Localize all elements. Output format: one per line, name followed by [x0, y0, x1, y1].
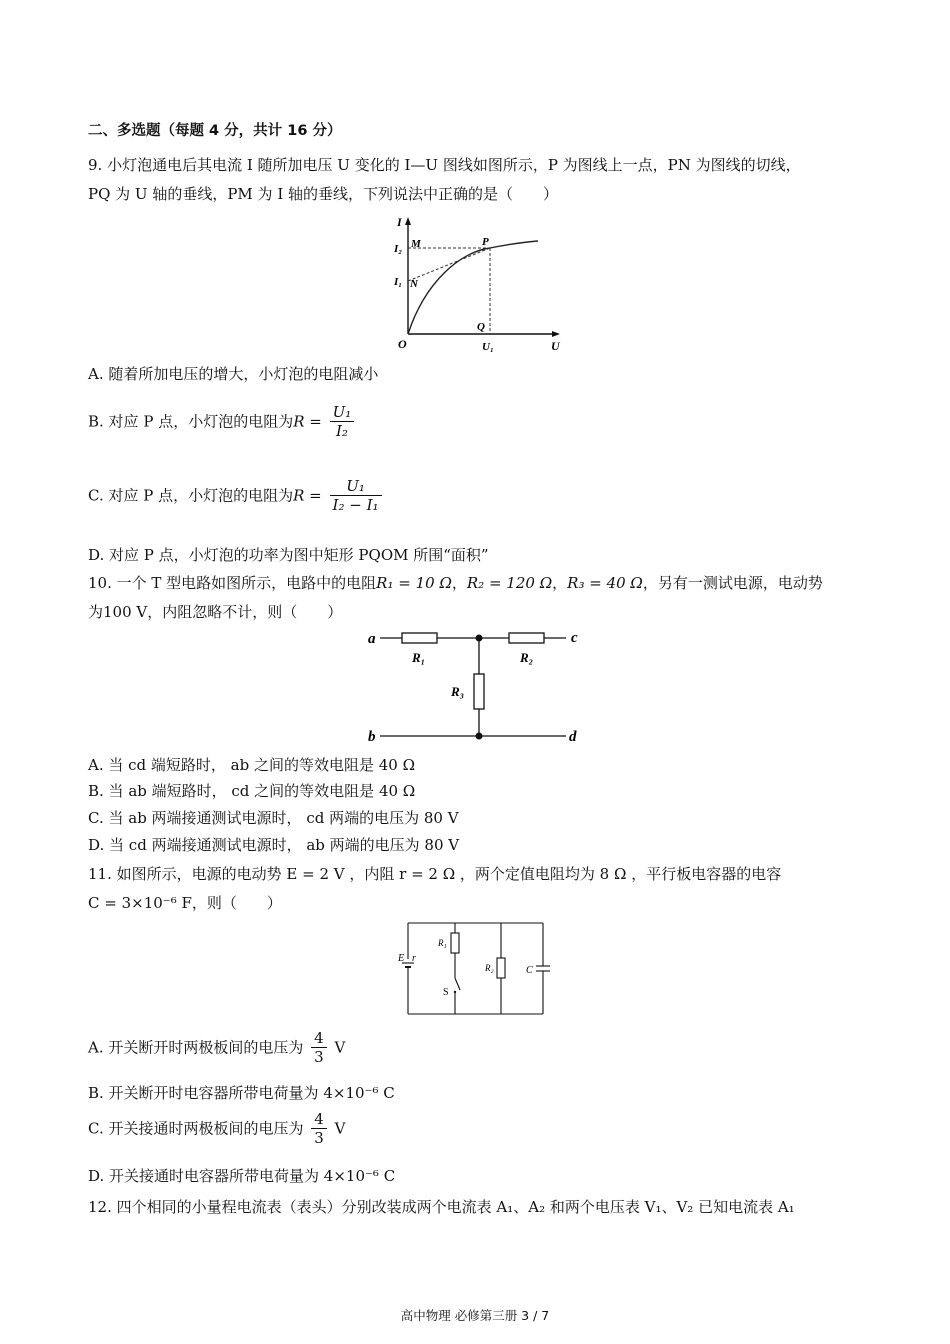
- q10-option-d: D. 当 cd 两端接通测试电源时， ab 两端的电压为 80 V: [88, 836, 460, 854]
- q11-option-d: D. 开关接通时电容器所带电荷量为 4×10⁻⁶ C: [88, 1167, 396, 1185]
- q9-option-b-text: B. 对应 P 点，小灯泡的电阻为: [88, 412, 294, 431]
- axis-label-u: U: [551, 339, 560, 353]
- label-i1: I₁: [394, 276, 403, 288]
- q10-r1-value: R₁ = 10 Ω: [376, 574, 452, 592]
- label-e: E: [398, 953, 405, 964]
- page-footer: 高中物理 必修第三册 3 / 7: [400, 1308, 550, 1323]
- q11-option-a-fraction: [311, 1029, 327, 1066]
- tangent-line: [408, 248, 490, 281]
- label-u1: U₁: [482, 341, 494, 353]
- q11-option-b: B. 开关断开时电容器所带电荷量为 4×10⁻⁶ C: [88, 1084, 395, 1102]
- q10-option-c: C. 当 ab 两端接通测试电源时， cd 两端的电压为 80 V: [88, 809, 459, 827]
- switch-s: [455, 978, 460, 990]
- terminal-a: a: [368, 631, 376, 647]
- resistor-r2: [509, 633, 544, 643]
- q9-option-c-text: C. 对应 P 点，小灯泡的电阻为: [88, 486, 294, 505]
- label-m: M: [411, 238, 421, 250]
- fraction-numerator: U₁: [330, 477, 382, 496]
- q9-option-c-fraction: [330, 477, 382, 514]
- label-r2: R₂: [520, 650, 534, 665]
- resistor-r3: [474, 674, 484, 709]
- q9-stem-line1: 9. 小灯泡通电后其电流 I 随所加电压 U 变化的 I—U 图线如图所示，P 为图线上一点，PN 为图线的切线，: [88, 156, 801, 174]
- q10-r2-value: R₂ = 120 Ω: [466, 574, 553, 592]
- label-n: N: [410, 278, 418, 290]
- label-r1: R₁: [412, 650, 426, 665]
- fraction-denominator: I₂ − I₁: [332, 496, 379, 514]
- fraction-denominator: 3: [314, 1129, 324, 1147]
- q9-option-d: D. 对应 P 点，小灯泡的功率为图中矩形 PQOM 所围“面积”: [88, 546, 489, 564]
- section-heading: 二、多选题（每题 4 分，共计 16 分）: [88, 123, 342, 139]
- origin-label: O: [398, 337, 407, 351]
- q10-stem-line1-a: 10. 一个 T 型电路如图所示，电路中的电阻: [88, 574, 377, 592]
- q9-iu-graph: [380, 212, 570, 357]
- label-s: S: [443, 987, 449, 998]
- q11-stem-line2: C = 3×10⁻⁶ F，则（ ）: [88, 894, 282, 912]
- q11-option-c-fraction: [311, 1110, 327, 1147]
- axis-label-i: I: [397, 215, 402, 229]
- q9-option-b-eq: R =: [293, 412, 322, 431]
- resistor-r2: [497, 958, 505, 978]
- terminal-c: c: [571, 630, 578, 646]
- q9-stem-line2: PQ 为 U 轴的垂线，PM 为 I 轴的垂线，下列说法中正确的是（ ）: [88, 185, 559, 203]
- label-r1: R₁: [438, 938, 447, 948]
- q9-option-a: A. 随着所加电压的增大，小灯泡的电阻减小: [88, 365, 379, 383]
- q9-option-c: [88, 477, 385, 514]
- q12-stem-line1: 12. 四个相同的小量程电流表（表头）分别改装成两个电流表 A₁、A₂ 和两个电压表 V₁、V₂ 已知电流表 A₁: [88, 1198, 795, 1216]
- terminal-b: b: [368, 729, 376, 745]
- q11-option-a: [88, 1029, 345, 1066]
- terminal-d: d: [569, 729, 577, 745]
- label-i2: I₂: [394, 243, 403, 255]
- q10-t-circuit: [366, 627, 588, 747]
- q11-stem-line1: 11. 如图所示，电源的电动势 E = 2 V ，内阻 r = 2 Ω ，两个定值电阻均为 8 Ω ，平行板电容器的电容: [88, 865, 782, 883]
- q10-r3-value: R₃ = 40 Ω: [567, 574, 643, 592]
- resistor-r1: [451, 933, 459, 953]
- q11-option-c-unit: V: [334, 1119, 346, 1138]
- q11-circuit: [396, 918, 548, 1018]
- label-q: Q: [477, 321, 485, 333]
- label-r2: R₂: [485, 963, 494, 973]
- label-p: P: [482, 236, 489, 248]
- q11-option-a-text: A. 开关断开时两极板间的电压为: [88, 1038, 304, 1057]
- q11-option-a-unit: V: [334, 1038, 346, 1057]
- label-r: r: [412, 953, 416, 964]
- q9-option-b: [88, 403, 357, 440]
- q11-option-c-text: C. 开关接通时两极板间的电压为: [88, 1119, 304, 1138]
- q10-stem-line2: 为100 V，内阻忽略不计，则（ ）: [88, 603, 343, 621]
- fraction-denominator: I₂: [335, 422, 348, 440]
- q10-option-b: B. 当 ab 端短路时， cd 之间的等效电阻是 40 Ω: [88, 782, 416, 800]
- q10-stem-line1-b: ，另有一测试电源，电动势: [642, 574, 823, 592]
- resistor-r1: [402, 633, 437, 643]
- q10-separator-2: ，: [552, 574, 568, 592]
- q10-separator-1: ，: [451, 574, 467, 592]
- fraction-denominator: 3: [314, 1048, 324, 1066]
- q10-stem-line1: [88, 573, 864, 593]
- q11-option-c: [88, 1110, 345, 1147]
- fraction-numerator: 4: [311, 1110, 327, 1129]
- q9-option-b-fraction: [330, 403, 355, 440]
- q10-option-a: A. 当 cd 端短路时， ab 之间的等效电阻是 40 Ω: [88, 756, 416, 774]
- fraction-numerator: U₁: [330, 403, 355, 422]
- q9-option-c-eq: R =: [293, 486, 322, 505]
- fraction-numerator: 4: [311, 1029, 327, 1048]
- label-c: C: [526, 965, 533, 976]
- label-r3: R₃: [451, 684, 465, 699]
